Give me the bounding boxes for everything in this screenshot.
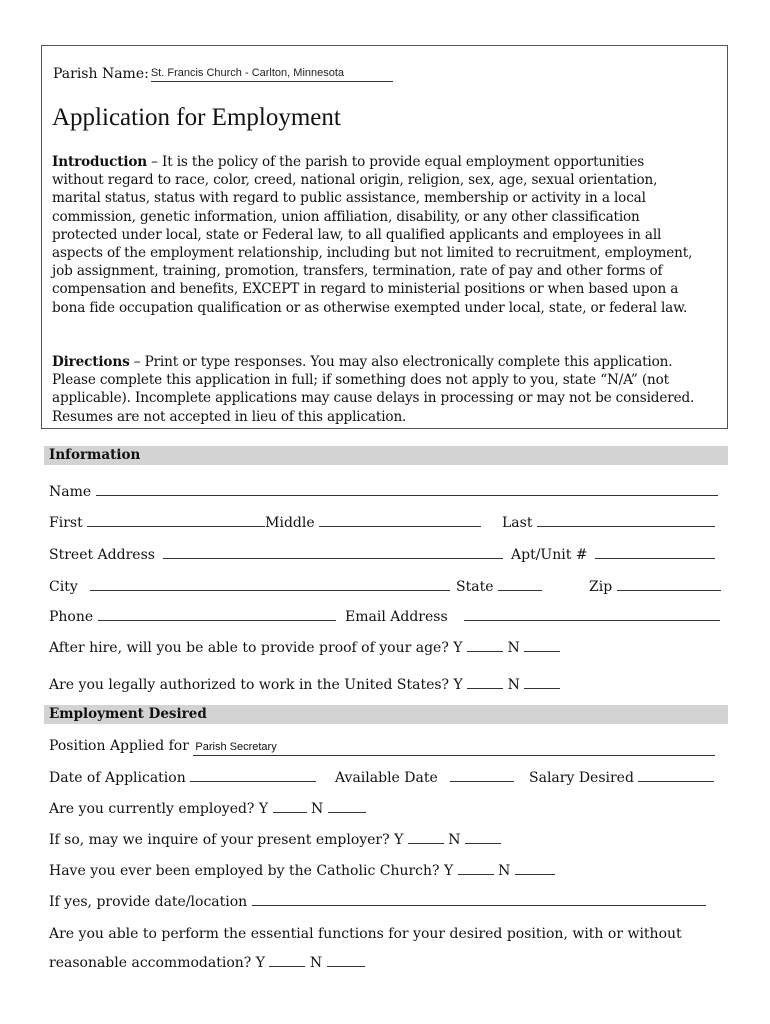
- last-label: Last: [502, 515, 533, 531]
- introduction-label: Introduction: [52, 154, 148, 170]
- essential-functions-question-cont: reasonable accommodation? Y: [49, 955, 265, 971]
- date-of-application-field[interactable]: [190, 767, 316, 782]
- city-field[interactable]: [90, 576, 450, 591]
- parish-name-row: [53, 66, 393, 82]
- age-proof-row: [49, 637, 560, 657]
- catholic-church-row: [49, 860, 555, 880]
- work-auth-question: Are you legally authorized to work in the United States? Y: [49, 677, 463, 693]
- catholic-church-yes-field[interactable]: [458, 860, 494, 875]
- parish-name-field[interactable]: St. Francis Church - Carlton, Minnesota: [151, 66, 393, 82]
- section-employment-header: Employment Desired: [44, 705, 728, 724]
- phone-field[interactable]: [98, 606, 336, 621]
- city-row: [49, 576, 450, 596]
- email-field[interactable]: [464, 606, 720, 621]
- essential-functions-row-2: [49, 952, 365, 972]
- directions-paragraph: [52, 353, 697, 426]
- essential-functions-n-label: N: [309, 955, 323, 971]
- state-label: State: [456, 579, 494, 595]
- inquire-employer-n-label: N: [448, 832, 461, 848]
- inquire-employer-yes-field[interactable]: [408, 829, 444, 844]
- date-location-field[interactable]: [252, 891, 706, 906]
- work-auth-row: [49, 674, 560, 694]
- apt-group: [511, 544, 715, 565]
- first-label: First: [49, 515, 83, 531]
- position-row: [49, 736, 715, 756]
- work-auth-n-label: N: [507, 677, 520, 693]
- salary-group: [529, 767, 714, 788]
- catholic-church-no-field[interactable]: [515, 860, 555, 875]
- state-group: [456, 576, 542, 597]
- currently-employed-yes-field[interactable]: [273, 798, 307, 813]
- street-address-field[interactable]: [163, 544, 503, 559]
- currently-employed-n-label: N: [311, 801, 324, 817]
- apt-unit-label: Apt/Unit #: [511, 547, 588, 563]
- age-proof-no-field[interactable]: [524, 637, 560, 652]
- directions-label: Directions: [52, 354, 130, 370]
- salary-desired-field[interactable]: [638, 767, 714, 782]
- apt-unit-field[interactable]: [595, 544, 715, 559]
- inquire-employer-no-field[interactable]: [465, 829, 501, 844]
- page-title: Application for Employment: [52, 104, 341, 131]
- name-row: [49, 481, 718, 501]
- currently-employed-question: Are you currently employed? Y: [49, 801, 269, 817]
- street-row: [49, 544, 503, 564]
- name-field[interactable]: [96, 481, 718, 496]
- date-location-label: If yes, provide date/location: [49, 894, 248, 910]
- essential-functions-row-1: [49, 924, 682, 944]
- introduction-paragraph: [52, 153, 697, 317]
- zip-field[interactable]: [617, 576, 721, 591]
- city-label: City: [49, 579, 78, 595]
- available-date-label: Available Date: [335, 770, 438, 786]
- phone-row: [49, 606, 336, 626]
- currently-employed-row: [49, 798, 366, 818]
- age-proof-yes-field[interactable]: [467, 637, 503, 652]
- last-name-field[interactable]: [537, 512, 715, 527]
- salary-desired-label: Salary Desired: [529, 770, 634, 786]
- middle-label: Middle: [265, 515, 315, 531]
- introduction-text: – It is the policy of the parish to provide equal employment opportunities without regard to race, color, creed, national origin, religion, sex, age, sexual orientation, marital status, status with regard to public assistance, membership or activity in a local commission, genetic information, union affiliation, disability, or any other classification protected under local, state or Federal law, to all qualified applicants and employees in all aspects of the employment relationship, including but not limited to recruitment, employment, job assignment, training, promotion, transfers, termination, rate of pay and other forms of compensation and benefits, EXCEPT in regard to ministerial positions or when based upon a bona fide occupation qualification or as otherwise exempted under local, state, or federal law.: [52, 154, 693, 316]
- date-of-application-label: Date of Application: [49, 770, 186, 786]
- date-location-row: [49, 891, 706, 911]
- catholic-church-n-label: N: [498, 863, 511, 879]
- essential-functions-yes-field[interactable]: [269, 952, 305, 967]
- middle-name-field[interactable]: [319, 512, 481, 527]
- essential-functions-question: Are you able to perform the essential functions for your desired position, with or without: [49, 926, 682, 942]
- age-proof-question: After hire, will you be able to provide proof of your age? Y: [49, 640, 463, 656]
- essential-functions-no-field[interactable]: [327, 952, 365, 967]
- position-label: Position Applied for: [49, 738, 189, 754]
- name-label: Name: [49, 484, 92, 500]
- work-auth-no-field[interactable]: [524, 674, 560, 689]
- zip-label: Zip: [589, 579, 613, 595]
- street-address-label: Street Address: [49, 547, 155, 563]
- age-proof-n-label: N: [507, 640, 520, 656]
- zip-group: [589, 576, 721, 597]
- currently-employed-no-field[interactable]: [328, 798, 366, 813]
- work-auth-yes-field[interactable]: [467, 674, 503, 689]
- inquire-employer-row: [49, 829, 501, 849]
- parish-name-label: Parish Name:: [53, 66, 149, 82]
- catholic-church-question: Have you ever been employed by the Catholic Church? Y: [49, 863, 454, 879]
- last-name-group: [502, 512, 715, 533]
- email-group: [345, 606, 720, 627]
- directions-text: – Print or type responses. You may also electronically complete this application. Please complete this application in full; if something does not apply to you, state “N/A” (not applicable). Incomplete applications may cause delays in processing or may not be considered. Resumes are not accepted in lieu of this application.: [52, 354, 695, 425]
- phone-label: Phone: [49, 609, 94, 625]
- email-label: Email Address: [345, 609, 448, 625]
- first-name-field[interactable]: [87, 512, 265, 527]
- date-row: [49, 767, 316, 787]
- available-group: [335, 767, 514, 788]
- position-field[interactable]: Parish Secretary: [193, 741, 715, 756]
- name-parts-row: [49, 512, 481, 532]
- inquire-employer-question: If so, may we inquire of your present employer? Y: [49, 832, 404, 848]
- available-date-field[interactable]: [450, 767, 514, 782]
- section-information-header: Information: [44, 446, 728, 465]
- state-field[interactable]: [498, 576, 542, 591]
